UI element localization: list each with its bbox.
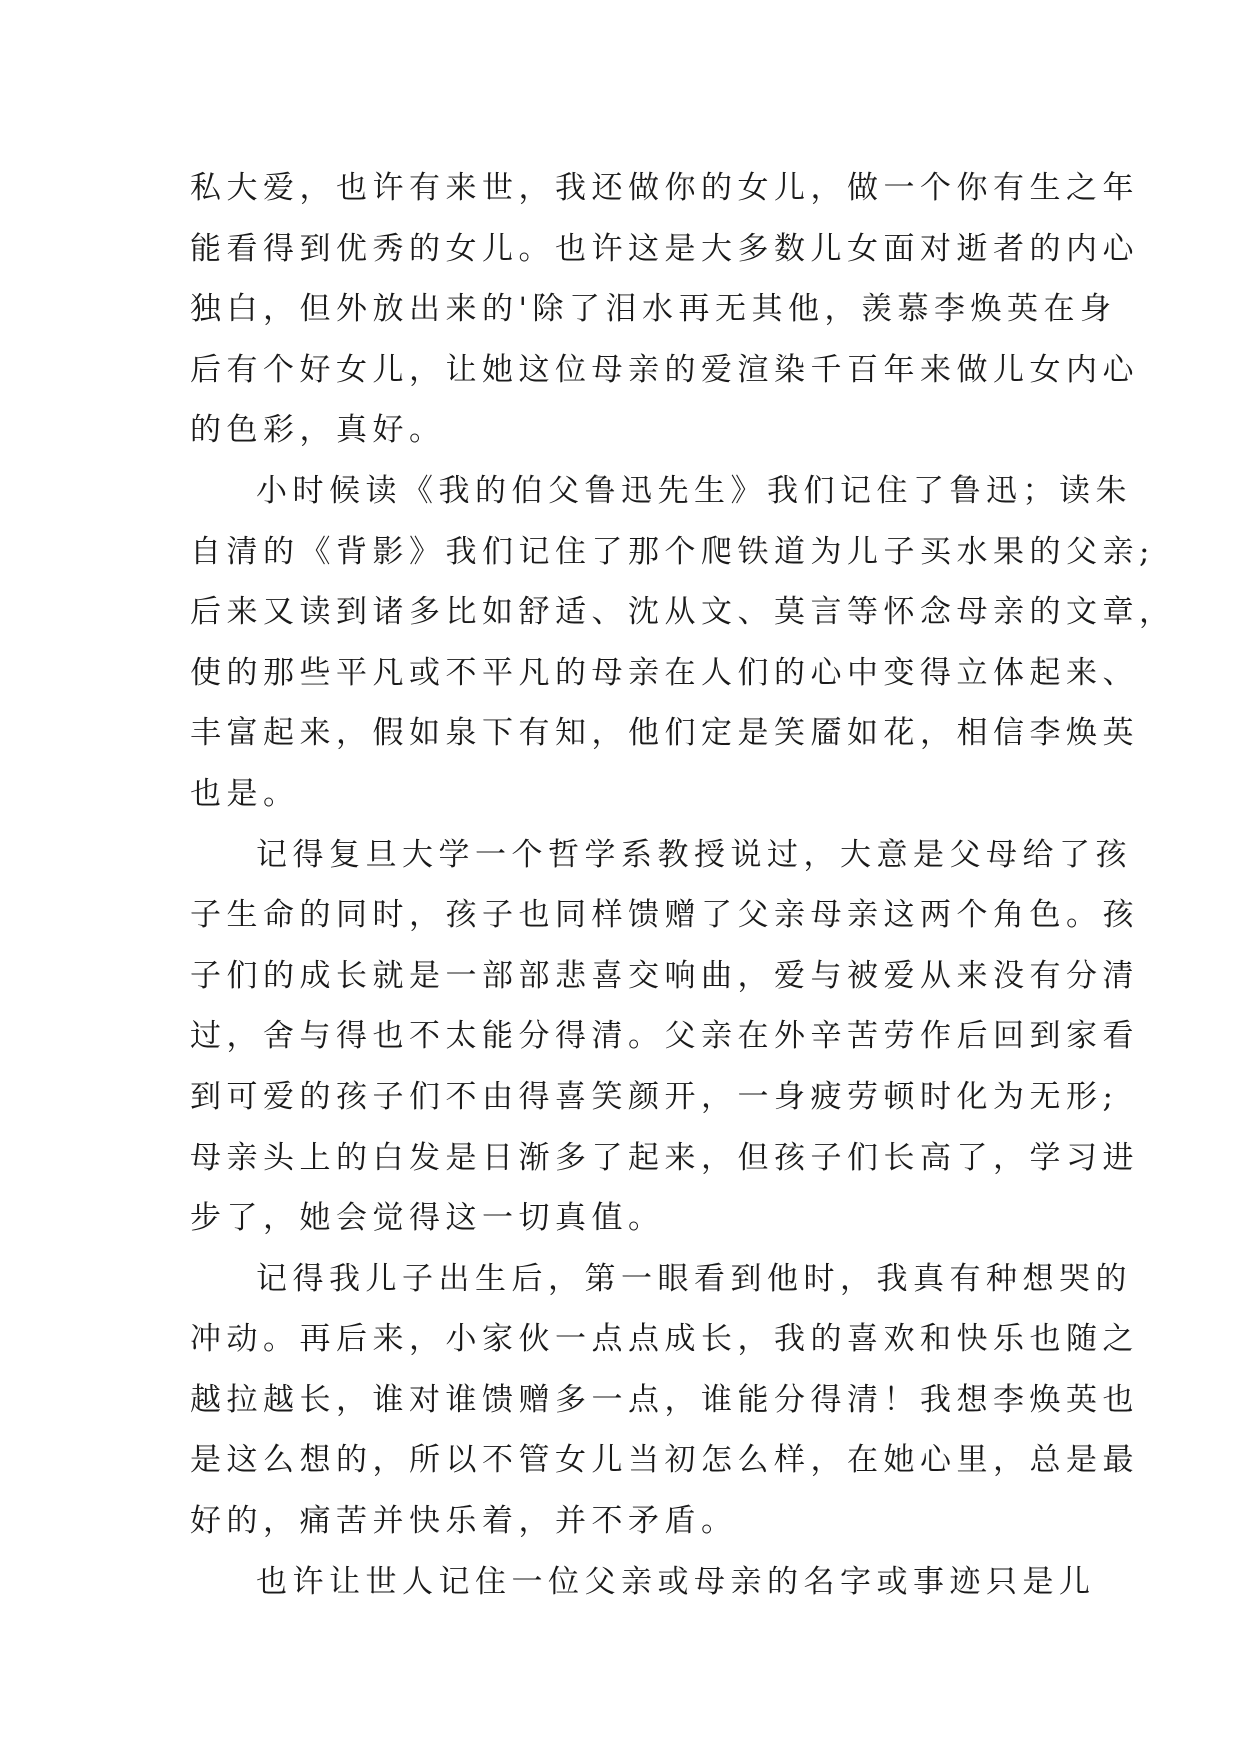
text-line: 到可爱的孩子们不由得喜笑颜开，一身疲劳顿时化为无形; xyxy=(190,1078,1119,1115)
text-line: 私大爱，也许有来世，我还做你的女儿，做一个你有生之年 xyxy=(190,170,1139,206)
text-line: 能看得到优秀的女儿。也许这是大多数儿女面对逝者的内心 xyxy=(190,230,1139,267)
text-line: 的色彩，真好。 xyxy=(190,412,446,449)
text-line: 丰富起来，假如泉下有知，他们定是笑靥如花，相信李焕英 xyxy=(190,715,1139,752)
text-line: 使的那些平凡或不平凡的母亲在人们的心中变得立体起来、 xyxy=(190,654,1139,691)
text-line: 子生命的同时，孩子也同样馈赠了父亲母亲这两个角色。孩 xyxy=(190,897,1139,934)
text-line: 后有个好女儿，让她这位母亲的爱渲染千百年来做儿女内心 xyxy=(190,351,1139,388)
paragraph-first-line: 也许让世人记住一位父亲或母亲的名字或事迹只是儿 xyxy=(256,1563,1096,1600)
text-line: 也是。 xyxy=(190,775,300,812)
text-line: 后来又读到诸多比如舒适、沈从文、莫言等怀念母亲的文章， xyxy=(190,594,1176,631)
paragraph-first-line: 记得复旦大学一个哲学系教授说过，大意是父母给了孩 xyxy=(256,836,1132,873)
text-line: 子们的成长就是一部部悲喜交响曲，爱与被爱从来没有分清 xyxy=(190,957,1139,994)
text-line: 过，舍与得也不太能分得清。父亲在外辛苦劳作后回到家看 xyxy=(190,1018,1139,1055)
paragraph-first-line: 记得我儿子出生后，第一眼看到他时，我真有种想哭的 xyxy=(256,1260,1132,1297)
text-line: 越拉越长，谁对谁馈赠多一点，谁能分得清！我想李焕英也 xyxy=(190,1381,1139,1418)
text-line: 自清的《背影》我们记住了那个爬铁道为儿子买水果的父亲; xyxy=(190,533,1155,570)
text-line: 冲动。再后来，小家伙一点点成长，我的喜欢和快乐也随之 xyxy=(190,1321,1139,1358)
paragraph-first-line: 小时候读《我的伯父鲁迅先生》我们记住了鲁迅；读朱 xyxy=(256,472,1132,509)
text-line: 母亲头上的白发是日渐多了起来，但孩子们长高了，学习进 xyxy=(190,1139,1139,1176)
text-line: 好的，痛苦并快乐着，并不矛盾。 xyxy=(190,1503,738,1540)
text-line: 是这么想的，所以不管女儿当初怎么样，在她心里，总是最 xyxy=(190,1442,1139,1479)
text-line: 步了，她会觉得这一切真值。 xyxy=(190,1200,665,1237)
body-text xyxy=(190,158,1176,1612)
text-line: 独白，但外放出来的'除了泪水再无其他，羡慕李焕英在身 xyxy=(190,291,1117,328)
